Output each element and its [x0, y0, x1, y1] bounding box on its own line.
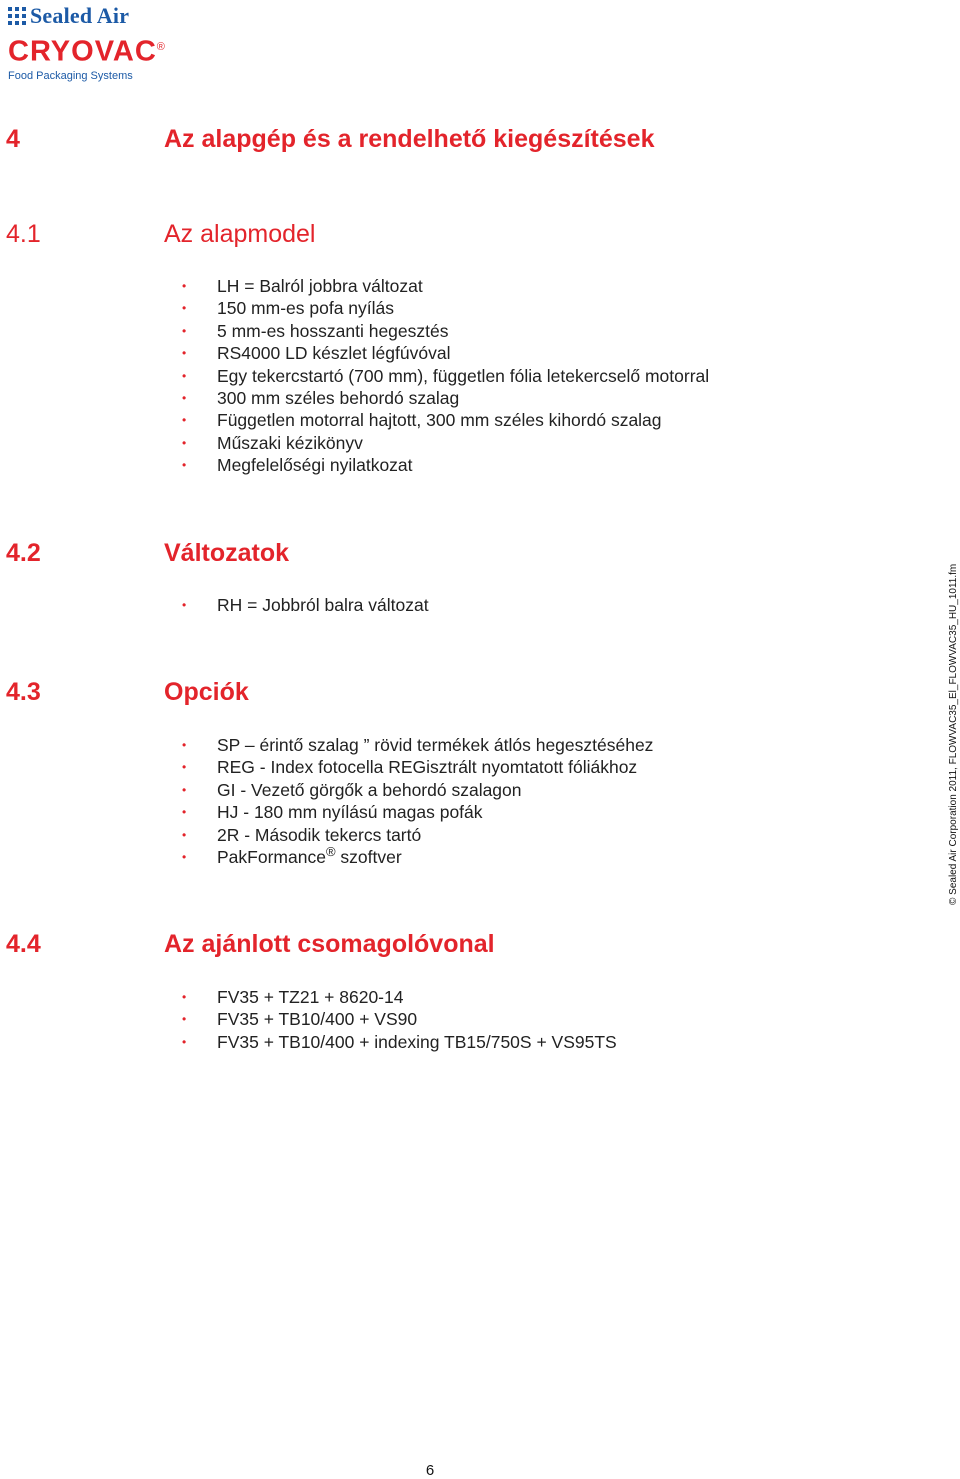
section-number: 4.4: [6, 930, 41, 958]
packaging-line-list: [182, 986, 617, 1053]
list-item: • SP – érintő szalag ” rövid termékek átlós hegesztéséhez: [182, 735, 654, 755]
bullet-icon: •: [182, 391, 187, 406]
bullet-icon: •: [182, 598, 187, 612]
list-item: • 2R - Második tekercs tartó: [182, 824, 422, 845]
tagline: Food Packaging Systems: [8, 69, 133, 82]
list-item: • PakFormance® szoftver: [182, 844, 402, 868]
bullet-icon: •: [182, 301, 187, 316]
list-item: • Műszaki kézikönyv: [182, 432, 363, 453]
bullet-icon: •: [182, 323, 187, 338]
page-number: 6: [425, 1462, 435, 1479]
list-item: • GI - Vezető görgők a behordó szalagon: [182, 779, 522, 800]
list-item: • REG - Index fotocella REGisztrált nyomtatott fóliákhoz: [182, 757, 638, 778]
section-title: Opciók: [164, 678, 249, 706]
bullet-icon: •: [182, 458, 187, 473]
sealed-air-logo-icon: [8, 7, 26, 25]
options-list: [182, 734, 653, 868]
bullet-icon: •: [182, 990, 187, 1004]
list-item: • LH = Balról jobbra változat: [182, 276, 423, 296]
list-item: • RS4000 LD készlet légfúvóval: [182, 343, 451, 364]
section-title: Változatok: [164, 539, 290, 567]
list-item: • RH = Jobbról balra változat: [182, 595, 429, 615]
list-item: • FV35 + TB10/400 + indexing TB15/750S + VS95TS: [182, 1031, 617, 1052]
list-item: • 300 mm széles behordó szalag: [182, 388, 460, 409]
bullet-icon: •: [182, 850, 187, 865]
bullet-icon: •: [182, 1034, 187, 1049]
bullet-icon: •: [182, 368, 187, 383]
list-item: • 150 mm-es pofa nyílás: [182, 298, 395, 319]
bullet-icon: •: [182, 760, 187, 775]
bullet-icon: •: [182, 805, 187, 820]
section-title: Az alapmodel: [164, 220, 316, 248]
base-model-list: [182, 275, 709, 477]
list-item: • Megfelelőségi nyilatkozat: [182, 455, 413, 476]
copyright-side-note: © Sealed Air Corporation 2011, FLOWVAC35_El_FLOWVAC35_HU_1011.fm: [948, 563, 959, 905]
bullet-icon: •: [182, 782, 187, 797]
list-item: • FV35 + TB10/400 + VS90: [182, 1009, 418, 1030]
bullet-icon: •: [182, 827, 187, 842]
section-number: 4.2: [6, 539, 41, 567]
section-title: Az ajánlott csomagolóvonal: [164, 930, 495, 958]
bullet-icon: •: [182, 738, 187, 752]
list-item: • HJ - 180 mm nyílású magas pofák: [182, 802, 483, 823]
section-title: Az alapgép és a rendelhető kiegészítések: [164, 125, 655, 153]
bullet-icon: •: [182, 279, 187, 293]
bullet-icon: •: [182, 346, 187, 361]
bullet-icon: •: [182, 413, 187, 428]
list-item: • Egy tekercstartó (700 mm), független fólia letekercselő motorral: [182, 365, 710, 386]
bullet-icon: •: [182, 1012, 187, 1027]
list-item: • 5 mm-es hosszanti hegesztés: [182, 320, 449, 341]
section-number: 4.3: [6, 678, 41, 706]
list-item: • Független motorral hajtott, 300 mm széles kihordó szalag: [182, 410, 662, 431]
variants-list: [182, 594, 429, 616]
list-item: • FV35 + TZ21 + 8620-14: [182, 987, 404, 1007]
registered-mark: ®: [325, 844, 336, 860]
brand-name: Sealed Air: [30, 3, 130, 28]
section-number: 4: [6, 125, 20, 153]
bullet-icon: •: [182, 435, 187, 450]
company-logo: [8, 4, 208, 82]
product-brand: CRYOVAC®: [8, 35, 166, 68]
section-number: 4.1: [6, 220, 41, 248]
